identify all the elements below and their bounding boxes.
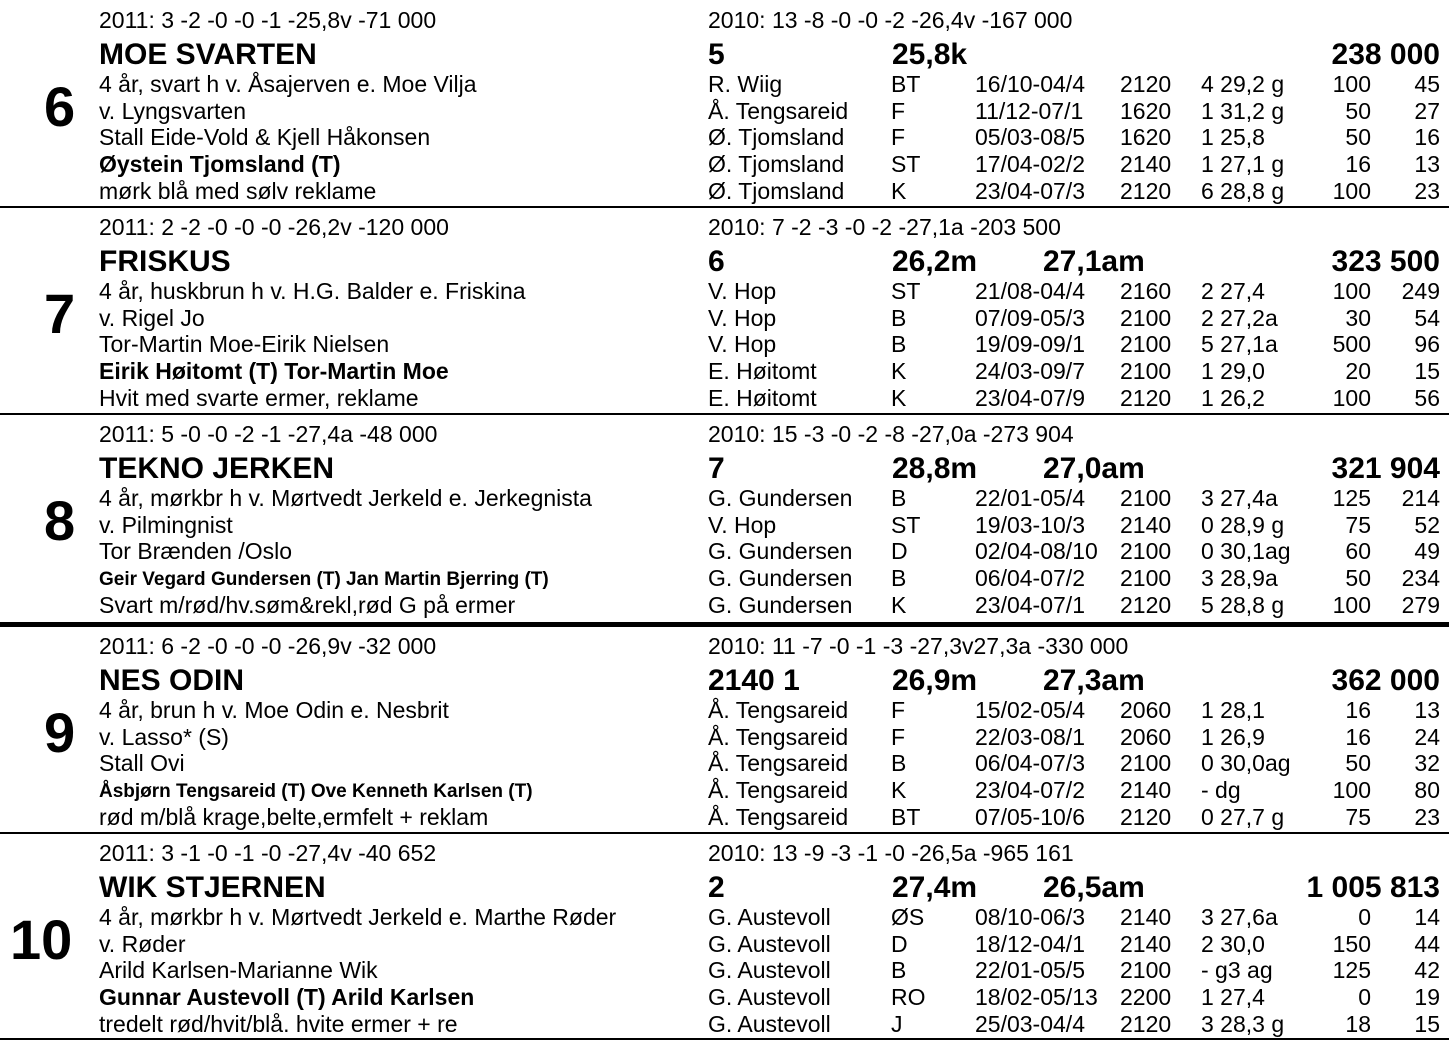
- horse-info-line: v. Pilmingnist: [99, 512, 233, 538]
- start-track: D: [891, 931, 908, 957]
- total-earnings: 1 005 813: [1306, 871, 1440, 904]
- start-distance: 2100: [1120, 750, 1172, 776]
- start-date: 23/04-07/9: [975, 385, 1085, 411]
- record-time-auto: 27,3am: [1043, 664, 1145, 697]
- start-date: 16/10-04/4: [975, 71, 1085, 97]
- start-driver: G. Austevoll: [708, 984, 831, 1010]
- start-distance: 2140: [1120, 777, 1172, 803]
- start-odds: 125: [1332, 957, 1371, 983]
- post-position: 2140 1: [708, 664, 800, 697]
- start-result: 4 29,2 g: [1201, 71, 1285, 97]
- start-distance: 2120: [1120, 71, 1172, 97]
- start-date: 06/04-07/3: [975, 750, 1085, 776]
- start-date: 06/04-07/2: [975, 565, 1085, 591]
- start-track: D: [891, 538, 908, 564]
- horse-info-line: v. Røder: [99, 931, 186, 957]
- total-earnings: 323 500: [1331, 245, 1440, 278]
- start-odds: 75: [1345, 512, 1371, 538]
- horse-info-line: Svart m/rød/hv.søm&rekl,rød G på ermer: [99, 592, 516, 618]
- start-date: 05/03-08/5: [975, 124, 1085, 150]
- stats-2010: 2010: 13 -9 -3 -1 -0 -26,5a -965 161: [708, 840, 1074, 866]
- start-driver: G. Gundersen: [708, 565, 853, 591]
- start-odds: 16: [1345, 724, 1371, 750]
- horse-name: FRISKUS: [99, 245, 231, 278]
- start-distance: 2100: [1120, 358, 1172, 384]
- start-prize: 19: [1414, 984, 1440, 1010]
- start-odds: 50: [1345, 124, 1371, 150]
- start-prize: 80: [1414, 777, 1440, 803]
- start-prize: 32: [1414, 750, 1440, 776]
- start-prize: 42: [1414, 957, 1440, 983]
- start-result: 2 27,4: [1201, 278, 1265, 304]
- start-odds: 50: [1345, 565, 1371, 591]
- start-track: K: [891, 592, 907, 618]
- section-divider: [0, 832, 1449, 834]
- horse-info-line: Eirik Høitomt (T) Tor-Martin Moe: [99, 358, 449, 384]
- start-distance: 2120: [1120, 592, 1172, 618]
- horse-name: NES ODIN: [99, 664, 245, 697]
- start-result: 3 27,4a: [1201, 485, 1278, 511]
- start-distance: 2100: [1120, 331, 1172, 357]
- start-distance: 2120: [1120, 804, 1172, 830]
- start-distance: 2160: [1120, 278, 1172, 304]
- start-track: B: [891, 331, 907, 357]
- start-track: K: [891, 178, 907, 204]
- start-result: 1 25,8: [1201, 124, 1265, 150]
- start-track: ØS: [891, 904, 925, 930]
- start-result: 0 30,0ag: [1201, 750, 1291, 776]
- start-odds: 100: [1332, 385, 1371, 411]
- start-odds: 50: [1345, 750, 1371, 776]
- start-prize: 249: [1401, 278, 1440, 304]
- start-date: 17/04-02/2: [975, 151, 1085, 177]
- start-prize: 96: [1414, 331, 1440, 357]
- start-driver: Å. Tengsareid: [708, 777, 849, 803]
- horse-name: WIK STJERNEN: [99, 871, 326, 904]
- start-prize: 15: [1414, 1011, 1440, 1037]
- start-odds: 18: [1345, 1011, 1371, 1037]
- start-number: 8: [44, 489, 76, 552]
- start-result: 3 28,9a: [1201, 565, 1278, 591]
- horse-info-line: Gunnar Austevoll (T) Arild Karlsen: [99, 984, 475, 1010]
- start-prize: 49: [1414, 538, 1440, 564]
- start-odds: 0: [1358, 904, 1371, 930]
- start-distance: 2100: [1120, 305, 1172, 331]
- start-result: 1 27,4: [1201, 984, 1265, 1010]
- start-track: BT: [891, 71, 921, 97]
- start-result: 3 28,3 g: [1201, 1011, 1285, 1037]
- start-date: 22/01-05/4: [975, 485, 1085, 511]
- horse-entry: [0, 833, 1449, 1040]
- start-driver: Å. Tengsareid: [708, 750, 849, 776]
- start-track: F: [891, 724, 906, 750]
- start-result: 0 30,1ag: [1201, 538, 1291, 564]
- start-date: 23/04-07/3: [975, 178, 1085, 204]
- record-time-auto: 26,5am: [1043, 871, 1145, 904]
- start-date: 23/04-07/2: [975, 777, 1085, 803]
- start-distance: 2140: [1120, 931, 1172, 957]
- stats-2010: 2010: 13 -8 -0 -0 -2 -26,4v -167 000: [708, 7, 1073, 33]
- start-result: - g3 ag: [1201, 957, 1273, 983]
- start-result: 3 27,6a: [1201, 904, 1278, 930]
- start-date: 25/03-04/4: [975, 1011, 1085, 1037]
- stats-2010: 2010: 11 -7 -0 -1 -3 -27,3v27,3a -330 000: [708, 633, 1129, 659]
- start-odds: 30: [1345, 305, 1371, 331]
- start-odds: 20: [1345, 358, 1371, 384]
- start-track: ST: [891, 278, 921, 304]
- section-divider: [0, 413, 1449, 415]
- start-odds: 100: [1332, 71, 1371, 97]
- start-date: 18/02-05/13: [975, 984, 1098, 1010]
- start-date: 07/05-10/6: [975, 804, 1085, 830]
- horse-entry: [0, 207, 1449, 414]
- start-track: F: [891, 697, 906, 723]
- record-time: 28,8m: [892, 452, 978, 485]
- start-odds: 500: [1332, 331, 1371, 357]
- start-result: 2 27,2a: [1201, 305, 1278, 331]
- start-track: ST: [891, 512, 921, 538]
- start-track: B: [891, 957, 907, 983]
- start-track: F: [891, 98, 906, 124]
- stats-2011: 2011: 2 -2 -0 -0 -0 -26,2v -120 000: [99, 214, 449, 240]
- start-number: 9: [44, 701, 76, 764]
- post-position: 2: [708, 871, 725, 904]
- start-track: K: [891, 385, 907, 411]
- horse-info-line: tredelt rød/hvit/blå. hvite ermer + re: [99, 1011, 458, 1037]
- start-result: 1 26,9: [1201, 724, 1265, 750]
- start-prize: 15: [1414, 358, 1440, 384]
- horse-info-line: v. Lyngsvarten: [99, 98, 247, 124]
- start-driver: R. Wiig: [708, 71, 783, 97]
- section-divider: [0, 206, 1449, 208]
- post-position: 6: [708, 245, 725, 278]
- stats-2010: 2010: 15 -3 -0 -2 -8 -27,0a -273 904: [708, 421, 1074, 447]
- start-track: B: [891, 485, 907, 511]
- start-result: - dg: [1201, 777, 1241, 803]
- start-result: 0 28,9 g: [1201, 512, 1285, 538]
- start-date: 22/01-05/5: [975, 957, 1085, 983]
- start-result: 1 26,2: [1201, 385, 1265, 411]
- start-number: 6: [44, 75, 76, 138]
- stats-2010: 2010: 7 -2 -3 -0 -2 -27,1a -203 500: [708, 214, 1061, 240]
- start-date: 07/09-05/3: [975, 305, 1085, 331]
- start-prize: 44: [1414, 931, 1440, 957]
- start-prize: 279: [1401, 592, 1440, 618]
- total-earnings: 238 000: [1331, 38, 1440, 71]
- horse-info-line: Tor-Martin Moe-Eirik Nielsen: [99, 331, 390, 357]
- horse-entry: [0, 626, 1449, 833]
- record-time-auto: 27,0am: [1043, 452, 1145, 485]
- start-driver: G. Austevoll: [708, 904, 831, 930]
- start-track: B: [891, 305, 907, 331]
- start-distance: 2120: [1120, 178, 1172, 204]
- horse-info-line: Øystein Tjomsland (T): [99, 151, 341, 177]
- start-driver: V. Hop: [708, 512, 777, 538]
- start-odds: 100: [1332, 278, 1371, 304]
- horse-info-line: Arild Karlsen-Marianne Wik: [99, 957, 378, 983]
- start-prize: 23: [1414, 804, 1440, 830]
- start-distance: 2100: [1120, 957, 1172, 983]
- start-distance: 2100: [1120, 485, 1172, 511]
- start-track: ST: [891, 151, 921, 177]
- start-driver: E. Høitomt: [708, 385, 817, 411]
- start-driver: G. Gundersen: [708, 538, 853, 564]
- start-distance: 1620: [1120, 98, 1172, 124]
- start-number: 7: [44, 282, 76, 345]
- start-distance: 2100: [1120, 565, 1172, 591]
- start-result: 1 29,0: [1201, 358, 1265, 384]
- start-odds: 150: [1332, 931, 1371, 957]
- start-driver: G. Austevoll: [708, 1011, 831, 1037]
- total-earnings: 362 000: [1331, 664, 1440, 697]
- start-date: 24/03-09/7: [975, 358, 1085, 384]
- start-result: 5 28,8 g: [1201, 592, 1285, 618]
- start-distance: 2120: [1120, 385, 1172, 411]
- start-prize: 14: [1414, 904, 1440, 930]
- start-odds: 0: [1358, 984, 1371, 1010]
- start-date: 21/08-04/4: [975, 278, 1085, 304]
- section-divider: [0, 1038, 1449, 1040]
- start-track: RO: [891, 984, 926, 1010]
- start-date: 19/09-09/1: [975, 331, 1085, 357]
- horse-info-line: Stall Eide-Vold & Kjell Håkonsen: [99, 124, 431, 150]
- start-driver: Å. Tengsareid: [708, 804, 849, 830]
- start-driver: V. Hop: [708, 305, 777, 331]
- horse-entry: [0, 414, 1449, 621]
- horse-info-line: v. Rigel Jo: [99, 305, 205, 331]
- start-driver: E. Høitomt: [708, 358, 817, 384]
- start-date: 23/04-07/1: [975, 592, 1085, 618]
- start-date: 08/10-06/3: [975, 904, 1085, 930]
- start-track: K: [891, 358, 907, 384]
- start-date: 22/03-08/1: [975, 724, 1085, 750]
- post-position: 5: [708, 38, 725, 71]
- start-odds: 100: [1332, 592, 1371, 618]
- horse-info-line: Hvit med svarte ermer, reklame: [99, 385, 419, 411]
- start-odds: 100: [1332, 777, 1371, 803]
- start-odds: 125: [1332, 485, 1371, 511]
- start-driver: G. Austevoll: [708, 957, 831, 983]
- horse-info-line: 4 år, mørkbr h v. Mørtvedt Jerkeld e. Marthe Røder: [99, 904, 617, 930]
- start-date: 11/12-07/1: [975, 98, 1084, 124]
- record-time-auto: 27,1am: [1043, 245, 1145, 278]
- start-driver: G. Gundersen: [708, 592, 853, 618]
- record-time: 25,8k: [892, 38, 968, 71]
- start-distance: 1620: [1120, 124, 1172, 150]
- horse-info-line: 4 år, huskbrun h v. H.G. Balder e. Friskina: [99, 278, 526, 304]
- start-driver: G. Gundersen: [708, 485, 853, 511]
- start-prize: 56: [1414, 385, 1440, 411]
- start-prize: 13: [1414, 697, 1440, 723]
- horse-info-line: mørk blå med sølv reklame: [99, 178, 377, 204]
- start-prize: 52: [1414, 512, 1440, 538]
- start-track: J: [891, 1011, 903, 1037]
- stats-2011: 2011: 3 -2 -0 -0 -1 -25,8v -71 000: [99, 7, 437, 33]
- start-result: 6 28,8 g: [1201, 178, 1285, 204]
- horse-entry: [0, 0, 1449, 207]
- record-time: 27,4m: [892, 871, 978, 904]
- start-track: BT: [891, 804, 921, 830]
- start-driver: Ø. Tjomsland: [708, 151, 845, 177]
- start-driver: Å. Tengsareid: [708, 98, 849, 124]
- start-driver: Ø. Tjomsland: [708, 124, 845, 150]
- start-result: 5 27,1a: [1201, 331, 1278, 357]
- horse-info-line: Åsbjørn Tengsareid (T) Ove Kenneth Karlsen (T): [99, 781, 533, 802]
- start-prize: 214: [1401, 485, 1440, 511]
- start-prize: 234: [1401, 565, 1440, 591]
- start-date: 18/12-04/1: [975, 931, 1085, 957]
- record-time: 26,9m: [892, 664, 978, 697]
- start-prize: 54: [1414, 305, 1440, 331]
- horse-name: MOE SVARTEN: [99, 38, 317, 71]
- start-result: 0 27,7 g: [1201, 804, 1285, 830]
- start-distance: 2140: [1120, 904, 1172, 930]
- stats-2011: 2011: 5 -0 -0 -2 -1 -27,4a -48 000: [99, 421, 438, 447]
- post-position: 7: [708, 452, 725, 485]
- start-odds: 75: [1345, 804, 1371, 830]
- start-distance: 2140: [1120, 512, 1172, 538]
- start-prize: 16: [1414, 124, 1440, 150]
- start-number: 10: [10, 908, 73, 971]
- horse-info-line: Geir Vegard Gundersen (T) Jan Martin Bjerring (T): [99, 569, 549, 590]
- horse-info-line: 4 år, svart h v. Åsajerven e. Moe Vilja: [99, 71, 477, 97]
- start-track: K: [891, 777, 907, 803]
- start-odds: 16: [1345, 697, 1371, 723]
- start-prize: 24: [1414, 724, 1440, 750]
- start-odds: 16: [1345, 151, 1371, 177]
- start-odds: 50: [1345, 98, 1371, 124]
- total-earnings: 321 904: [1331, 452, 1440, 485]
- start-distance: 2120: [1120, 1011, 1172, 1037]
- start-date: 19/03-10/3: [975, 512, 1085, 538]
- start-result: 1 31,2 g: [1201, 98, 1285, 124]
- start-track: F: [891, 124, 906, 150]
- horse-info-line: Stall Ovi: [99, 750, 185, 776]
- start-driver: Å. Tengsareid: [708, 697, 849, 723]
- horse-info-line: rød m/blå krage,belte,ermfelt + reklam: [99, 804, 489, 830]
- start-driver: Å. Tengsareid: [708, 724, 849, 750]
- start-odds: 100: [1332, 178, 1371, 204]
- start-distance: 2060: [1120, 697, 1172, 723]
- start-driver: G. Austevoll: [708, 931, 831, 957]
- start-odds: 60: [1345, 538, 1371, 564]
- start-distance: 2200: [1120, 984, 1172, 1010]
- record-time: 26,2m: [892, 245, 978, 278]
- start-track: B: [891, 565, 907, 591]
- start-prize: 23: [1414, 178, 1440, 204]
- start-track: B: [891, 750, 907, 776]
- stats-2011: 2011: 3 -1 -0 -1 -0 -27,4v -40 652: [99, 840, 437, 866]
- start-result: 1 28,1: [1201, 697, 1265, 723]
- start-distance: 2140: [1120, 151, 1172, 177]
- start-result: 1 27,1 g: [1201, 151, 1285, 177]
- start-result: 2 30,0: [1201, 931, 1265, 957]
- horse-info-line: 4 år, mørkbr h v. Mørtvedt Jerkeld e. Jerkegnista: [99, 485, 592, 511]
- horse-info-line: 4 år, brun h v. Moe Odin e. Nesbrit: [99, 697, 449, 723]
- start-driver: V. Hop: [708, 278, 777, 304]
- start-date: 15/02-05/4: [975, 697, 1085, 723]
- start-date: 02/04-08/10: [975, 538, 1098, 564]
- start-driver: V. Hop: [708, 331, 777, 357]
- start-prize: 27: [1414, 98, 1440, 124]
- section-divider: [0, 622, 1449, 627]
- start-distance: 2100: [1120, 538, 1172, 564]
- start-prize: 13: [1414, 151, 1440, 177]
- horse-name: TEKNO JERKEN: [99, 452, 335, 485]
- horse-info-line: v. Lasso* (S): [99, 724, 229, 750]
- start-distance: 2060: [1120, 724, 1172, 750]
- stats-2011: 2011: 6 -2 -0 -0 -0 -26,9v -32 000: [99, 633, 437, 659]
- horse-info-line: Tor Brænden /Oslo: [99, 538, 293, 564]
- start-prize: 45: [1414, 71, 1440, 97]
- start-driver: Ø. Tjomsland: [708, 178, 845, 204]
